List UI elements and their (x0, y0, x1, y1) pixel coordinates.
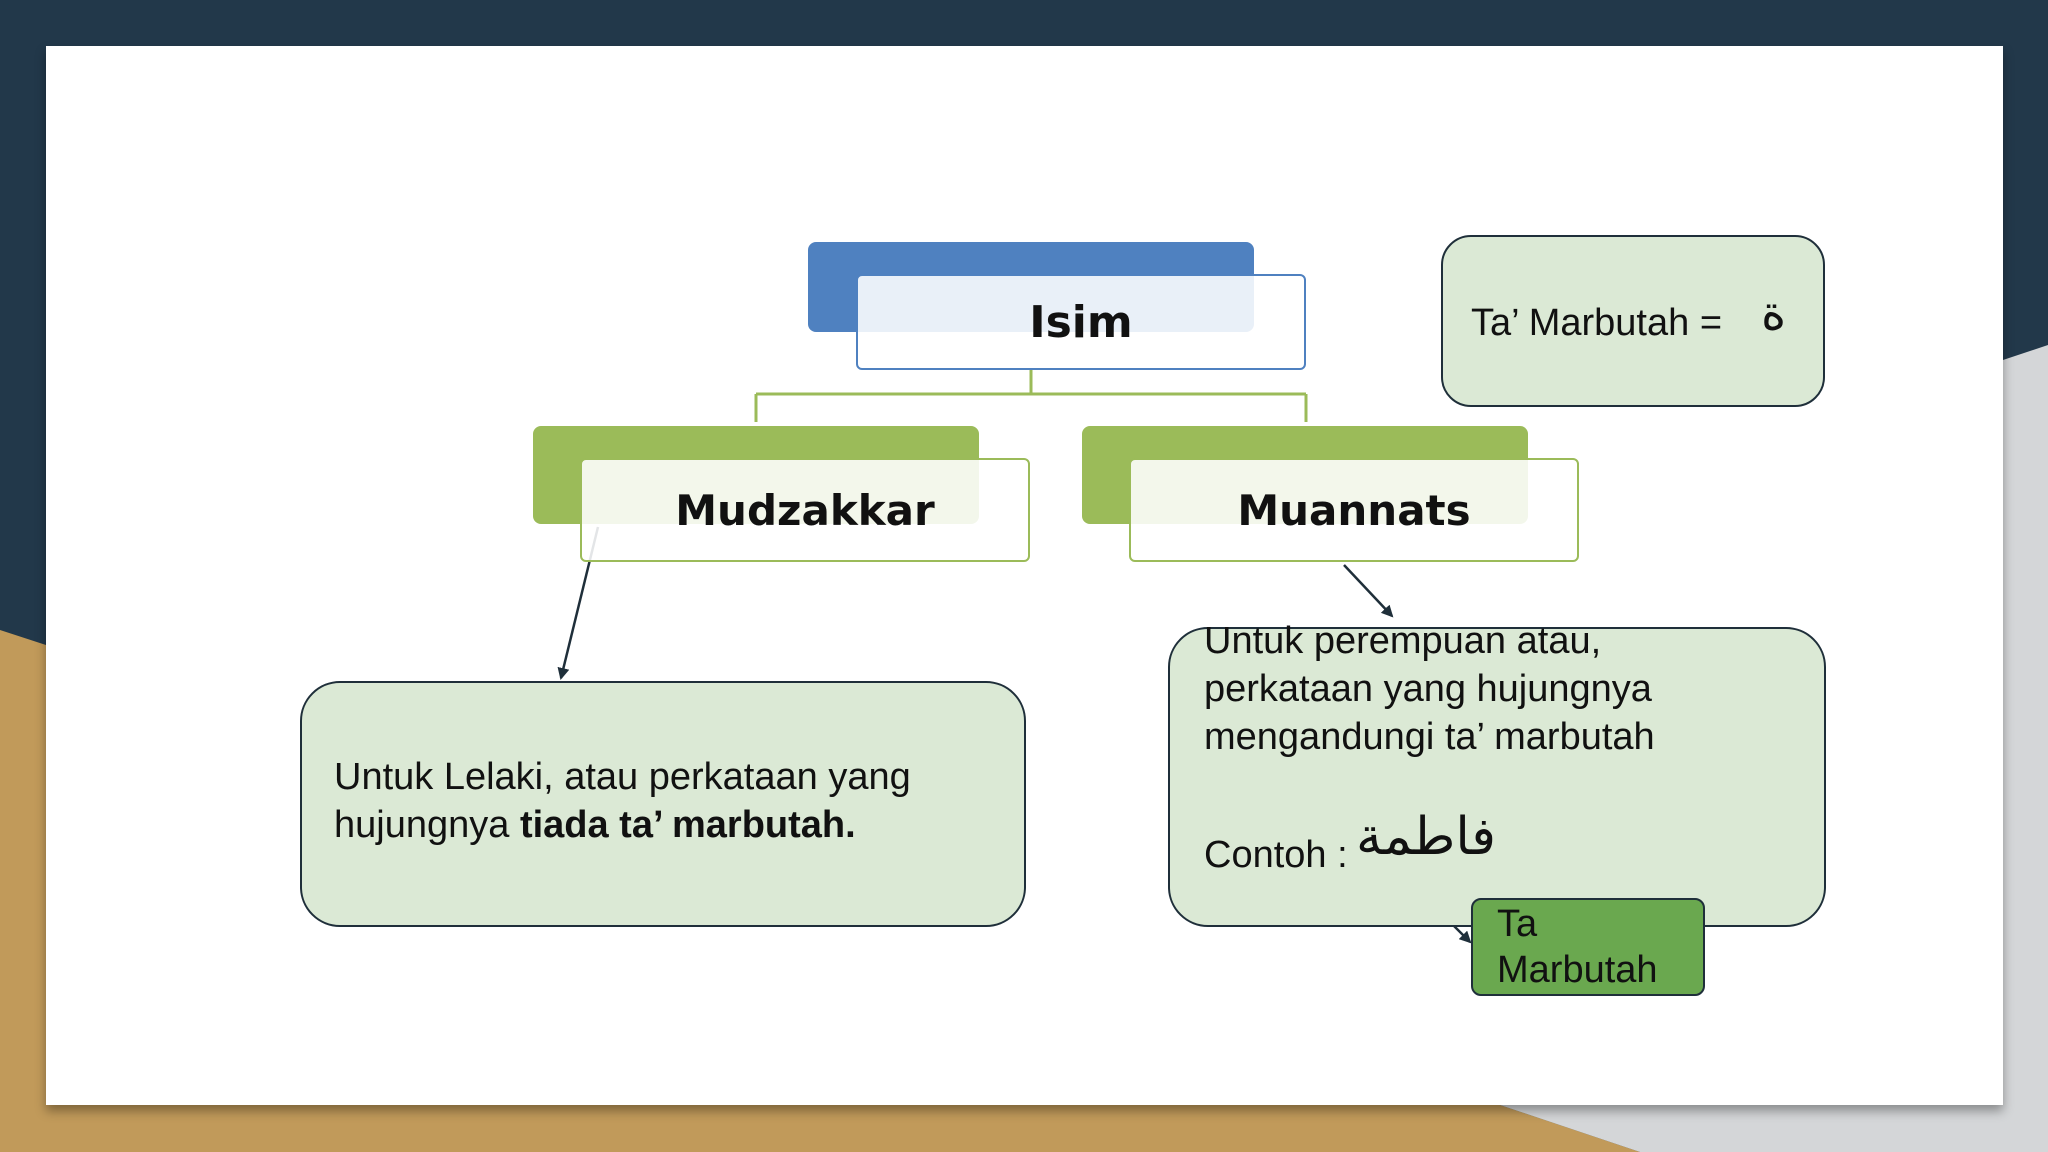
muannats-example-word: فاطمة (1356, 807, 1497, 867)
ta-marbutah-callout (1471, 898, 1705, 996)
child-node-muannats (1129, 458, 1579, 562)
root-node (856, 274, 1306, 370)
mudzakkar-note-plain: Untuk Lelaki, atau perkataan yang hujungnya (334, 756, 911, 846)
muannats-example-label: Contoh : (1204, 834, 1348, 876)
connector-lines (46, 46, 2003, 1105)
muannats-line-1: Untuk perempuan atau, (1204, 620, 1602, 662)
child-node-label-muannats: Muannats (1237, 485, 1471, 535)
arrow-muannats (1344, 565, 1392, 616)
mudzakkar-note (300, 681, 1026, 927)
ta-marbutah-glyph: ة (1761, 285, 1787, 341)
muannats-line-3: mengandungi ta’ marbutah (1204, 716, 1655, 758)
ta-marbutah-label: Ta’ Marbutah = (1471, 302, 1723, 344)
root-node-label: Isim (1029, 296, 1133, 348)
callout-line-2: Marbutah (1497, 949, 1658, 991)
mudzakkar-note-text (334, 753, 974, 849)
muannats-line-2: perkataan yang hujungnya (1204, 668, 1652, 710)
slide (46, 46, 2003, 1105)
muannats-note (1168, 620, 1826, 927)
tree-connector (756, 368, 1306, 422)
ta-marbutah-note (1441, 235, 1825, 407)
child-node-mudzakkar (580, 458, 1030, 562)
mudzakkar-note-bold: tiada ta’ marbutah. (519, 804, 856, 846)
callout-line-1: Ta (1497, 903, 1538, 945)
child-node-label-mudzakkar: Mudzakkar (675, 485, 935, 535)
